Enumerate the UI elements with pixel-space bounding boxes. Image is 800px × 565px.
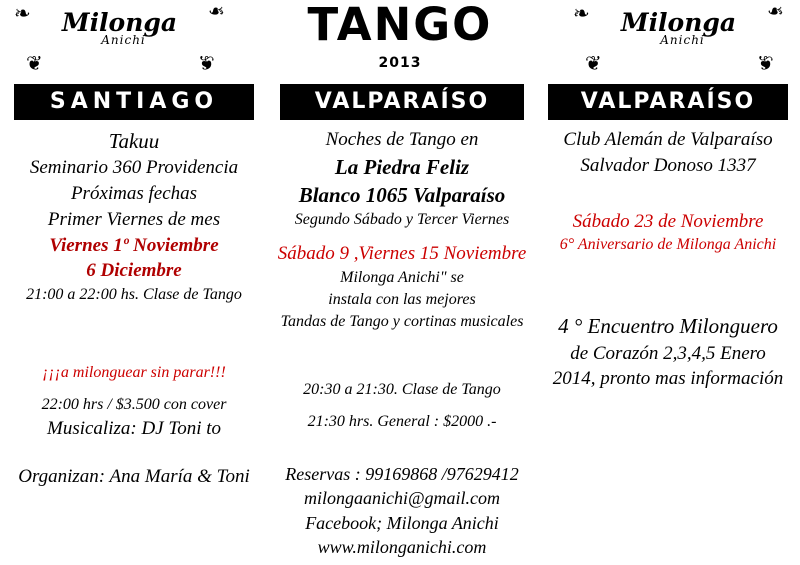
flourish-icon: ❧	[208, 1, 225, 23]
flourish-icon: ❦	[757, 53, 774, 75]
event-line-2: de Corazón 2,3,4,5 Enero	[570, 342, 766, 364]
email-address[interactable]: milongaanichi@gmail.com	[303, 488, 501, 509]
city-banner-santiago: SANTIAGO	[14, 84, 254, 120]
note-line-1: Milonga Anichi" se	[340, 269, 464, 286]
price-info: 21:30 hrs. General : $2000 .-	[307, 413, 497, 430]
column-valparaiso-club	[536, 78, 800, 559]
venue-address: Salvador Donoso 1337	[580, 154, 756, 176]
anniversary-label: 6° Aniversario de Milonga Anichi	[559, 236, 777, 254]
class-time: 21:00 a 22:00 hs. Clase de Tango	[26, 286, 242, 303]
section-subtitle: Noches de Tango en	[325, 129, 479, 150]
event-line-3: 2014, pronto mas información	[552, 368, 784, 390]
next-dates-label: Próximas fechas	[70, 183, 198, 204]
date-secondary: 6 Diciembre	[86, 260, 182, 282]
logo-left-sub: Anichi	[101, 33, 146, 47]
facebook-handle[interactable]: Facebook; Milonga Anichi	[305, 512, 499, 533]
venue-address: Seminario 360 Providencia	[29, 157, 239, 179]
poster-header	[0, 0, 800, 78]
columns-container	[0, 78, 800, 559]
column-santiago	[0, 78, 268, 559]
column-valparaiso-piedra	[268, 78, 536, 559]
event-title: 4 ° Encuentro Milonguero	[558, 314, 778, 339]
date-primary: Viernes 1º Noviembre	[49, 234, 219, 256]
flourish-icon: ❧	[14, 3, 31, 25]
city-banner-valparaiso-1: VALPARAÍSO	[280, 84, 524, 120]
flourish-icon: ❦	[585, 53, 602, 75]
city-banner-valparaiso-2: VALPARAÍSO	[548, 84, 788, 120]
class-time: 20:30 a 21:30. Clase de Tango	[303, 381, 501, 398]
frequency-label: Segundo Sábado y Tercer Viernes	[294, 211, 510, 229]
year-label: 2013	[378, 55, 422, 71]
venue-name: Club Alemán de Valparaíso	[563, 129, 773, 150]
event-dates: Sábado 9 ,Viernes 15 Noviembre	[277, 243, 527, 265]
logo-right-word: Milonga	[620, 8, 737, 37]
logo-right-sub: Anichi	[660, 33, 705, 47]
venue-name: La Piedra Feliz	[334, 154, 470, 179]
event-date: Sábado 23 de Noviembre	[572, 210, 764, 232]
note-line-3: Tandas de Tango y cortinas musicales	[280, 313, 524, 330]
slogan: ¡¡¡a milonguear sin parar!!!	[42, 364, 226, 381]
note-line-2: instala con las mejores	[328, 291, 476, 308]
venue-name: Takuu	[108, 129, 160, 153]
frequency-label: Primer Viernes de mes	[47, 208, 221, 230]
logo-left-word: Milonga	[61, 8, 178, 37]
organizers: Organizan: Ana María & Toni	[18, 465, 250, 487]
logo-right	[571, 1, 786, 75]
dj-info: Musicaliza: DJ Toni to	[47, 418, 221, 439]
reservations: Reservas : 99169868 /97629412	[285, 464, 519, 484]
price-info: 22:00 hrs / $3.500 con cover	[41, 396, 227, 413]
flourish-icon: ❦	[26, 53, 43, 75]
website-url[interactable]: www.milonganichi.com	[317, 536, 487, 557]
page-title: TANGO	[307, 0, 493, 51]
flourish-icon: ❧	[573, 3, 590, 25]
flourish-icon: ❧	[767, 1, 784, 23]
flourish-icon: ❦	[198, 53, 215, 75]
venue-address: Blanco 1065 Valparaíso	[298, 183, 506, 207]
